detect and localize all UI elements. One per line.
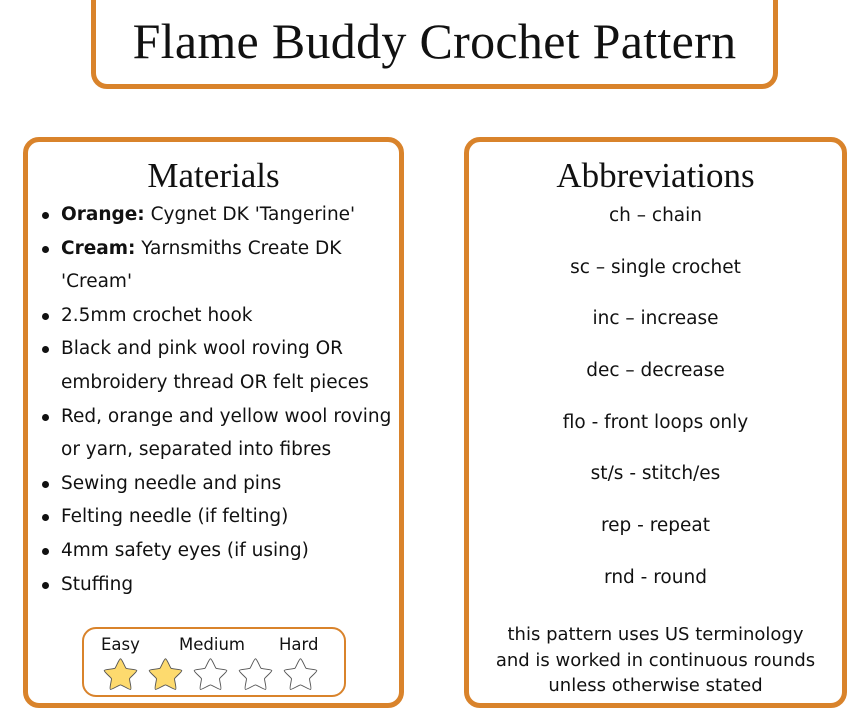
materials-item [38, 467, 403, 501]
page-title: Flame Buddy Crochet Pattern [132, 13, 737, 69]
star-filled-icon [102, 656, 139, 692]
title-box [91, 0, 778, 89]
difficulty-hard-label: Hard [279, 635, 319, 654]
abbreviation-item: dec – decrease [586, 360, 725, 382]
difficulty-rating [82, 627, 346, 697]
materials-item [38, 332, 403, 399]
materials-item [38, 198, 403, 232]
difficulty-medium-label: Medium [179, 635, 245, 654]
materials-item [38, 232, 403, 299]
materials-list [38, 198, 403, 601]
materials-item [38, 500, 403, 534]
item-text: Red, orange and yellow wool roving or yarn, separated into fibres [61, 405, 392, 461]
item-text: Yarnsmiths Create DK 'Cream' [61, 237, 342, 293]
item-text: Cygnet DK 'Tangerine' [144, 204, 356, 225]
materials-heading: Materials [147, 156, 280, 195]
star-row [102, 656, 319, 692]
item-bold-label: Orange: [61, 204, 145, 225]
abbreviation-item: rnd - round [604, 566, 707, 588]
item-bold-label: Cream: [61, 237, 136, 259]
materials-item [38, 299, 403, 333]
materials-panel [23, 137, 404, 708]
item-text: Sewing needle and pins [61, 472, 282, 494]
abbreviation-item: flo - front loops only [562, 411, 749, 433]
difficulty-easy-label: Easy [101, 635, 140, 654]
abbreviations-heading: Abbreviations [556, 156, 755, 195]
note-line: and is worked in continuous rounds [495, 649, 816, 671]
abbreviation-item: sc – single crochet [570, 256, 741, 278]
materials-item [38, 534, 403, 568]
star-empty-icon [237, 656, 274, 692]
note-line: this pattern uses US terminology [507, 624, 804, 645]
abbreviation-item: inc – increase [592, 308, 719, 330]
note-line: unless otherwise stated [548, 675, 763, 696]
abbreviation-item: rep - repeat [600, 515, 711, 537]
abbreviation-item: ch – chain [608, 205, 702, 226]
materials-item [38, 400, 403, 467]
item-text: 2.5mm crochet hook [61, 304, 253, 326]
terminology-note [469, 622, 842, 699]
item-text: Felting needle (if felting) [61, 506, 289, 528]
item-text: 4mm safety eyes (if using) [61, 539, 309, 561]
star-filled-icon [147, 656, 184, 692]
star-empty-icon [192, 656, 229, 692]
abbreviations-panel [464, 137, 847, 708]
star-empty-icon [282, 656, 319, 692]
item-text: Black and pink wool roving OR embroidery thread OR felt pieces [61, 338, 369, 393]
abbreviation-item: st/s - stitch/es [590, 463, 721, 485]
item-text: Stuffing [61, 573, 134, 595]
abbreviations-list [469, 204, 842, 618]
materials-item [38, 568, 403, 602]
